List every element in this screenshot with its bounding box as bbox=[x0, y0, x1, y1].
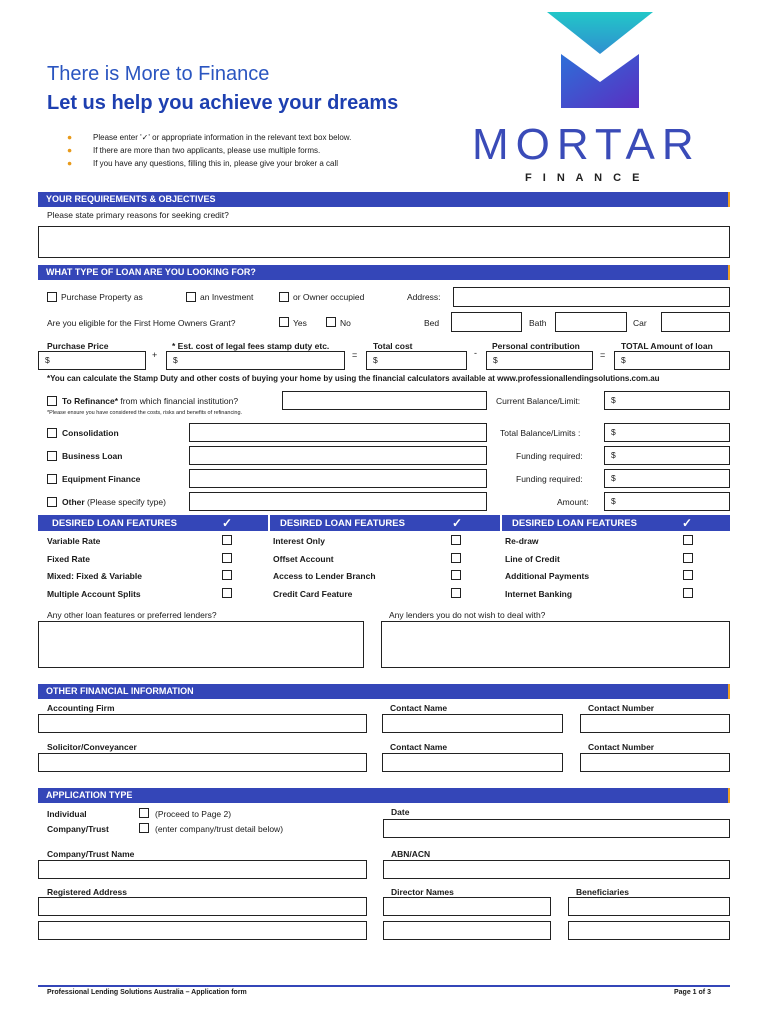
feature-branch-label: Access to Lender Branch bbox=[273, 571, 376, 581]
consolidation-checkbox[interactable] bbox=[47, 428, 57, 438]
equipment-finance-checkbox[interactable] bbox=[47, 474, 57, 484]
legal-fees-field[interactable] bbox=[166, 351, 345, 370]
section-header-loan-type: WHAT TYPE OF LOAN ARE YOU LOOKING FOR? bbox=[38, 265, 730, 280]
mortar-logo bbox=[470, 12, 730, 192]
feature-offset-checkbox[interactable] bbox=[451, 553, 461, 563]
owner-occupied-checkbox[interactable] bbox=[279, 292, 289, 302]
amount-label: Amount: bbox=[557, 497, 589, 507]
bullet-icon: ● bbox=[67, 158, 73, 168]
director-name-field-2[interactable] bbox=[383, 921, 551, 940]
purchase-price-label: Purchase Price bbox=[47, 341, 109, 351]
currency-symbol: $ bbox=[493, 355, 498, 365]
feature-branch-checkbox[interactable] bbox=[451, 570, 461, 580]
solicitor-contact-name-field[interactable] bbox=[382, 753, 563, 772]
abn-field[interactable] bbox=[383, 860, 730, 879]
feature-additional-payments-label: Additional Payments bbox=[505, 571, 590, 581]
logo-wordmark: MORTAR bbox=[472, 120, 701, 169]
current-balance-field[interactable] bbox=[604, 391, 730, 410]
feature-splits-label: Multiple Account Splits bbox=[47, 589, 141, 599]
feature-redraw-checkbox[interactable] bbox=[683, 535, 693, 545]
total-loan-field[interactable] bbox=[614, 351, 730, 370]
equals-sign: = bbox=[600, 350, 606, 360]
equipment-funding-field[interactable] bbox=[604, 469, 730, 488]
beneficiaries-label: Beneficiaries bbox=[576, 887, 629, 897]
abn-label: ABN/ACN bbox=[391, 849, 431, 859]
currency-symbol: $ bbox=[611, 473, 616, 483]
currency-symbol: $ bbox=[611, 395, 616, 405]
features-heading: DESIRED LOAN FEATURES bbox=[280, 518, 405, 529]
bed-label: Bed bbox=[424, 318, 440, 328]
other-amount-field[interactable] bbox=[604, 492, 730, 511]
purchase-property-label: Purchase Property as bbox=[61, 292, 143, 302]
requirements-prompt: Please state primary reasons for seeking credit? bbox=[47, 210, 229, 220]
currency-symbol: $ bbox=[621, 355, 626, 365]
instruction-item: If you have any questions, filling this in, please give your broker a call bbox=[93, 159, 339, 168]
accountant-contact-number-field[interactable] bbox=[580, 714, 730, 733]
feature-offset-label: Offset Account bbox=[273, 554, 334, 564]
director-name-field-1[interactable] bbox=[383, 897, 551, 916]
accounting-firm-field[interactable] bbox=[38, 714, 367, 733]
accounting-firm-label: Accounting Firm bbox=[47, 703, 115, 713]
registered-address-field-2[interactable] bbox=[38, 921, 367, 940]
total-cost-label: Total cost bbox=[373, 341, 413, 351]
feature-interest-only-checkbox[interactable] bbox=[451, 535, 461, 545]
total-amount-label: TOTAL Amount of loan bbox=[621, 341, 713, 351]
business-funding-field[interactable] bbox=[604, 446, 730, 465]
equipment-finance-label: Equipment Finance bbox=[62, 474, 141, 484]
feature-additional-payments-checkbox[interactable] bbox=[683, 570, 693, 580]
exclude-lenders-label: Any lenders you do not wish to deal with? bbox=[389, 610, 546, 620]
plus-sign: + bbox=[152, 350, 158, 360]
beneficiary-field-2[interactable] bbox=[568, 921, 730, 940]
currency-symbol: $ bbox=[373, 355, 378, 365]
individual-label: Individual bbox=[47, 809, 87, 819]
fhog-no-checkbox[interactable] bbox=[326, 317, 336, 327]
feature-mixed-checkbox[interactable] bbox=[222, 570, 232, 580]
refinance-checkbox[interactable] bbox=[47, 396, 57, 406]
feature-line-of-credit-label: Line of Credit bbox=[505, 554, 560, 564]
contact-number-label: Contact Number bbox=[588, 703, 655, 713]
feature-variable-rate-checkbox[interactable] bbox=[222, 535, 232, 545]
instruction-item: If there are more than two applicants, please use multiple forms. bbox=[93, 146, 321, 155]
features-heading: DESIRED LOAN FEATURES bbox=[512, 518, 637, 529]
consolidation-field[interactable] bbox=[189, 423, 487, 442]
section-header-other-financial: OTHER FINANCIAL INFORMATION bbox=[38, 684, 730, 699]
car-label: Car bbox=[633, 318, 647, 328]
other-features-textbox[interactable] bbox=[38, 621, 364, 668]
bath-label: Bath bbox=[529, 318, 547, 328]
other-loan-label-bold: Other bbox=[62, 497, 85, 507]
fhog-yes-label: Yes bbox=[293, 318, 307, 328]
minus-sign: - bbox=[474, 348, 477, 358]
contact-name-label: Contact Name bbox=[390, 703, 448, 713]
tick-icon: ✓ bbox=[222, 516, 233, 530]
exclude-lenders-textbox[interactable] bbox=[381, 621, 730, 668]
contact-number-label: Contact Number bbox=[588, 742, 655, 752]
currency-symbol: $ bbox=[173, 355, 178, 365]
features-header-col1 bbox=[38, 515, 268, 531]
equals-sign: = bbox=[352, 350, 358, 360]
business-loan-label: Business Loan bbox=[62, 451, 123, 461]
date-field[interactable] bbox=[383, 819, 730, 838]
accountant-contact-name-field[interactable] bbox=[382, 714, 563, 733]
feature-interest-only-label: Interest Only bbox=[273, 536, 325, 546]
legal-fees-label: * Est. cost of legal fees stamp duty etc. bbox=[172, 341, 330, 351]
car-field[interactable] bbox=[661, 312, 730, 332]
other-loan-field[interactable] bbox=[189, 492, 487, 511]
feature-variable-rate-label: Variable Rate bbox=[47, 536, 101, 546]
consolidation-label: Consolidation bbox=[62, 428, 119, 438]
current-balance-label: Current Balance/Limit: bbox=[496, 396, 581, 406]
individual-checkbox[interactable] bbox=[139, 808, 149, 818]
refinance-label bbox=[62, 396, 238, 406]
form-title: There is More to Finance bbox=[47, 63, 270, 85]
fhog-label: Are you eligible for the First Home Owners Grant? bbox=[47, 318, 236, 328]
bullet-icon: ● bbox=[67, 132, 73, 142]
address-field[interactable] bbox=[453, 287, 730, 307]
features-heading: DESIRED LOAN FEATURES bbox=[52, 518, 177, 529]
total-cost-field[interactable] bbox=[366, 351, 467, 370]
feature-fixed-rate-checkbox[interactable] bbox=[222, 553, 232, 563]
personal-contribution-label: Personal contribution bbox=[492, 341, 580, 351]
refinance-label-bold: To Refinance* bbox=[62, 396, 119, 406]
refinance-note: *Please ensure you have considered the costs, risks and benefits of refinancing. bbox=[47, 410, 243, 416]
solicitor-field[interactable] bbox=[38, 753, 367, 772]
investment-label: an Investment bbox=[200, 292, 254, 302]
contact-name-label: Contact Name bbox=[390, 742, 448, 752]
refinance-label-rest: from which financial institution? bbox=[118, 396, 239, 406]
refinance-institution-field[interactable] bbox=[282, 391, 487, 410]
stamp-duty-note: *You can calculate the Stamp Duty and other costs of buying your home by using the financial calculators available at www.professionallendingsolutions.com.au bbox=[47, 374, 660, 383]
director-names-label: Director Names bbox=[391, 887, 454, 897]
currency-symbol: $ bbox=[611, 450, 616, 460]
fhog-yes-checkbox[interactable] bbox=[279, 317, 289, 327]
funding-required-label: Funding required: bbox=[516, 451, 583, 461]
feature-internet-banking-label: Internet Banking bbox=[505, 589, 573, 599]
total-balance-label: Total Balance/Limits : bbox=[500, 428, 581, 438]
currency-symbol: $ bbox=[611, 427, 616, 437]
section-header-requirements: YOUR REQUIREMENTS & OBJECTIVES bbox=[38, 192, 730, 207]
beneficiary-field-1[interactable] bbox=[568, 897, 730, 916]
solicitor-label: Solicitor/Conveyancer bbox=[47, 742, 137, 752]
footer-rule bbox=[38, 985, 730, 987]
fhog-no-label: No bbox=[340, 318, 351, 328]
form-subtitle: Let us help you achieve your dreams bbox=[47, 92, 399, 114]
section-header-application-type: APPLICATION TYPE bbox=[38, 788, 730, 803]
company-trust-note: (enter company/trust detail below) bbox=[155, 824, 284, 834]
purchase-price-field[interactable] bbox=[38, 351, 146, 370]
currency-symbol: $ bbox=[611, 496, 616, 506]
company-name-field[interactable] bbox=[38, 860, 367, 879]
feature-fixed-rate-label: Fixed Rate bbox=[47, 554, 90, 564]
equipment-finance-field[interactable] bbox=[189, 469, 487, 488]
mortar-logo-mark-icon bbox=[547, 12, 653, 110]
owner-occupied-label: or Owner occupied bbox=[293, 292, 365, 302]
other-features-label: Any other loan features or preferred lenders? bbox=[47, 610, 217, 620]
tick-icon: ✓ bbox=[682, 516, 693, 530]
company-name-label: Company/Trust Name bbox=[47, 849, 135, 859]
purchase-property-checkbox[interactable] bbox=[47, 292, 57, 302]
feature-redraw-label: Re-draw bbox=[505, 536, 539, 546]
company-trust-checkbox[interactable] bbox=[139, 823, 149, 833]
business-loan-field[interactable] bbox=[189, 446, 487, 465]
total-balance-field[interactable] bbox=[604, 423, 730, 442]
tick-icon: ✓ bbox=[452, 516, 463, 530]
feature-credit-card-checkbox[interactable] bbox=[451, 588, 461, 598]
features-header-col3 bbox=[502, 515, 730, 531]
features-header-col2 bbox=[270, 515, 500, 531]
address-label: Address: bbox=[407, 292, 441, 302]
individual-note: (Proceed to Page 2) bbox=[155, 809, 232, 819]
funding-required-label: Funding required: bbox=[516, 474, 583, 484]
other-loan-label bbox=[62, 497, 166, 507]
feature-mixed-label: Mixed: Fixed & Variable bbox=[47, 571, 142, 581]
personal-contribution-field[interactable] bbox=[486, 351, 593, 370]
solicitor-contact-number-field[interactable] bbox=[580, 753, 730, 772]
other-loan-label-rest: (Please specify type) bbox=[84, 497, 166, 507]
feature-splits-checkbox[interactable] bbox=[222, 588, 232, 598]
date-label: Date bbox=[391, 807, 410, 817]
feature-line-of-credit-checkbox[interactable] bbox=[683, 553, 693, 563]
company-trust-label: Company/Trust bbox=[47, 824, 109, 834]
bed-field[interactable] bbox=[451, 312, 522, 332]
instruction-item: Please enter '✓' or appropriate information in the relevant text box below. bbox=[93, 133, 352, 142]
feature-internet-banking-checkbox[interactable] bbox=[683, 588, 693, 598]
registered-address-label: Registered Address bbox=[47, 887, 127, 897]
registered-address-field-1[interactable] bbox=[38, 897, 367, 916]
footer-title: Professional Lending Solutions Australia – Application form bbox=[47, 989, 247, 996]
bath-field[interactable] bbox=[555, 312, 627, 332]
logo-subwordmark: F I N A N C E bbox=[525, 172, 644, 184]
currency-symbol: $ bbox=[45, 355, 50, 365]
requirements-textbox[interactable] bbox=[38, 226, 730, 258]
feature-credit-card-label: Credit Card Feature bbox=[273, 589, 353, 599]
business-loan-checkbox[interactable] bbox=[47, 451, 57, 461]
page-number: Page 1 of 3 bbox=[674, 989, 711, 996]
investment-checkbox[interactable] bbox=[186, 292, 196, 302]
bullet-icon: ● bbox=[67, 145, 73, 155]
other-loan-checkbox[interactable] bbox=[47, 497, 57, 507]
